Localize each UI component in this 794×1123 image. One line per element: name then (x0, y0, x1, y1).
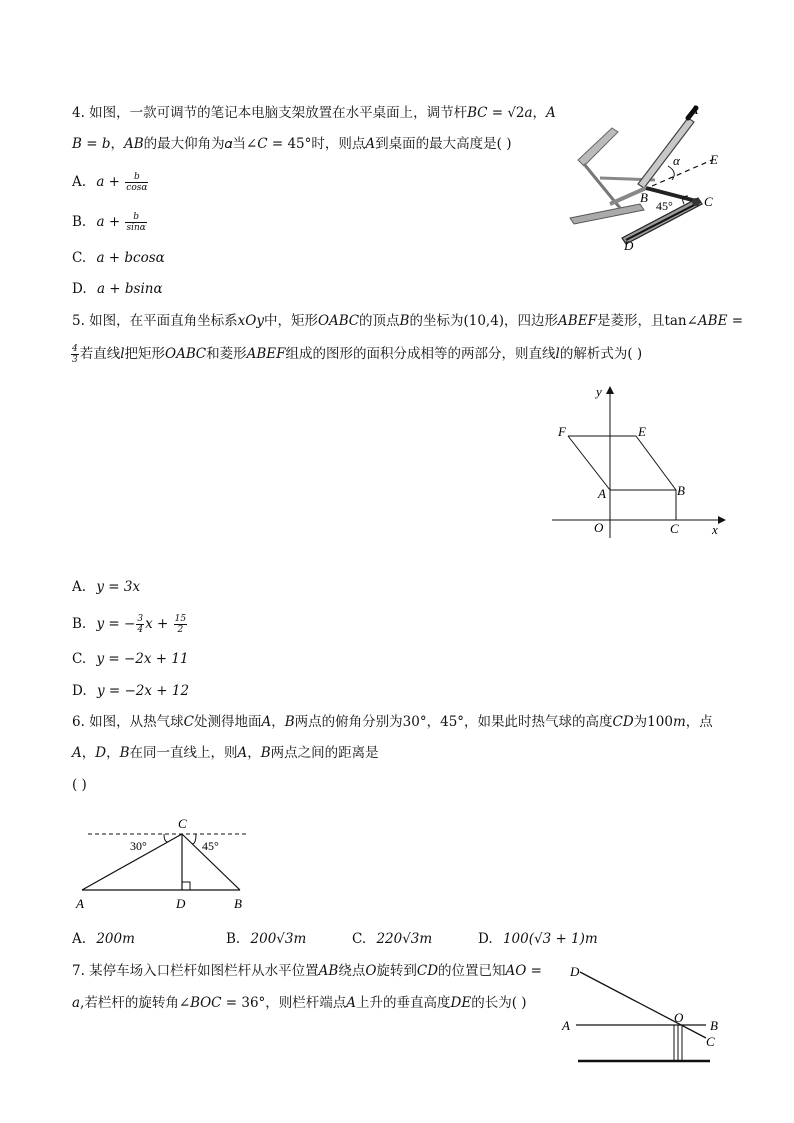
label-c: C (704, 194, 713, 209)
option-fraction-2: $\frac{15}{2}$ (174, 614, 187, 635)
q7-stem-line2: 𝑎,若栏杆的旋转角∠𝐵𝑂𝐶 = 36°，则栏杆端点𝐴上升的垂直高度𝐷𝐸的长为( ) (72, 995, 527, 1011)
q4-option-b[interactable] (72, 212, 148, 233)
label-c: C (178, 816, 187, 831)
label-f: F (558, 424, 566, 439)
q4-option-d[interactable] (72, 280, 163, 298)
label-d: D (570, 964, 580, 979)
q5-option-b[interactable] (72, 614, 188, 635)
option-text-mid: 𝑥 + (145, 616, 173, 632)
q4-option-a[interactable] (72, 172, 149, 193)
label-alpha: α (673, 153, 680, 168)
option-letter: C. (352, 931, 367, 947)
q6-answer-blank: ( ) (72, 777, 87, 793)
option-text: 𝑦 = 3𝑥 (96, 579, 141, 595)
option-letter: B. (72, 214, 87, 230)
option-letter: A. (72, 174, 87, 190)
q5-stem-line1: 5. 如图，在平面直角坐标系𝑥𝑂𝑦中，矩形𝑂𝐴𝐵𝐶的顶点𝐵的坐标为(10,4)，四边形𝐴𝐵𝐸𝐹是菱形，且tan∠𝐴𝐵𝐸 = (72, 313, 744, 329)
q5-option-c[interactable] (72, 650, 189, 668)
q7-stem-line1: 7. 某停车场入口栏杆如图栏杆从水平位置𝐴𝐵绕点𝑂旋转到𝐶𝐷的位置已知𝐴𝑂 = (72, 963, 542, 979)
option-text: 𝑦 = −2𝑥 + 11 (96, 651, 189, 667)
option-fraction: $\frac{\text{𝑏}}{\text{sin𝛼}}$ (126, 212, 146, 233)
label-d: D (624, 238, 634, 253)
label-o: O (674, 1010, 684, 1025)
q6-option-a[interactable] (72, 930, 135, 948)
label-45-degrees: 45° (656, 199, 673, 213)
option-letter: D. (72, 281, 87, 297)
label-a: A (598, 486, 606, 501)
option-text: 220√3𝑚 (376, 931, 433, 947)
q5-option-d[interactable] (72, 682, 189, 700)
label-e: E (710, 152, 718, 167)
label-a: A (562, 1018, 570, 1033)
q4-stem-line1: 4. 如图，一款可调节的笔记本电脑支架放置在水平桌面上，调节杆𝐵𝐶 = √2𝑎，𝐴 (72, 105, 556, 121)
option-letter: B. (72, 616, 87, 632)
label-30-degrees: 30° (130, 839, 147, 853)
option-letter: D. (478, 931, 493, 947)
label-a: A (76, 896, 84, 911)
q5-option-a[interactable] (72, 578, 140, 596)
q6-option-d[interactable] (478, 930, 598, 948)
label-o: O (594, 520, 604, 535)
option-text: 𝑦 = − (96, 616, 136, 632)
option-letter: C. (72, 250, 87, 266)
label-d: D (176, 896, 186, 911)
option-text: 𝑎 + 𝑏𝑠𝑖𝑛𝛼 (96, 281, 163, 297)
q4-laptop-stand-figure (560, 100, 735, 258)
q5-stem-line2-text: 若直线𝑙把矩形𝑂𝐴𝐵𝐶和菱形𝐴𝐵𝐸𝐹组成的图形的面积分成相等的两部分，则直线𝑙的解析式为( ) (79, 346, 643, 362)
option-text: 𝑦 = −2𝑥 + 12 (96, 683, 190, 699)
option-text: 200√3𝑚 (250, 931, 307, 947)
option-text: 𝑎 + (96, 174, 125, 190)
label-y-axis: y (596, 384, 602, 399)
label-b: B (710, 1018, 718, 1033)
label-b: B (234, 896, 242, 911)
option-text: 𝑎 + 𝑏𝑐𝑜𝑠𝛼 (96, 250, 165, 266)
option-letter: B. (226, 931, 241, 947)
fraction-4-3: $\frac{4}{3}$ (72, 344, 78, 365)
label-45-degrees: 45° (202, 839, 219, 853)
q7-gate-figure (556, 958, 726, 1068)
q4-stem-line2: 𝐵 = 𝑏，𝐴𝐵的最大仰角为𝛼当∠𝐶 = 45°时，则点𝐴到桌面的最大高度是( ) (72, 136, 512, 152)
option-text: 200𝑚 (96, 931, 135, 947)
option-text: 𝑎 + (96, 214, 125, 230)
q6-option-b[interactable] (226, 930, 306, 948)
q6-stem-line2: 𝐴，𝐷，𝐵在同一直线上，则𝐴，𝐵两点之间的距离是 (72, 745, 379, 761)
label-b: B (677, 483, 685, 498)
label-e: E (638, 424, 646, 439)
option-fraction: $\frac{\text{𝑏}}{\text{cos𝛼}}$ (126, 172, 148, 193)
option-text: 100(√3 + 1)𝑚 (502, 931, 598, 947)
q5-coordinate-figure (548, 382, 728, 542)
option-fraction-1: $\frac{3}{4}$ (137, 614, 144, 635)
q6-stem-line1: 6. 如图，从热气球𝐶处测得地面𝐴，𝐵两点的俯角分别为30°，45°，如果此时热气球的高度𝐶𝐷为100𝑚，点 (72, 714, 713, 730)
q5-stem-line2 (70, 344, 642, 365)
q4-option-c[interactable] (72, 249, 165, 267)
option-letter: A. (72, 931, 87, 947)
q6-triangle-figure (72, 812, 252, 916)
q6-option-c[interactable] (352, 930, 432, 948)
option-letter: D. (72, 683, 87, 699)
label-x-axis: x (712, 522, 718, 537)
label-c: C (706, 1034, 715, 1049)
label-b: B (640, 190, 648, 205)
label-a: A (690, 102, 698, 117)
option-letter: A. (72, 579, 87, 595)
label-c: C (670, 521, 679, 536)
option-letter: C. (72, 651, 87, 667)
